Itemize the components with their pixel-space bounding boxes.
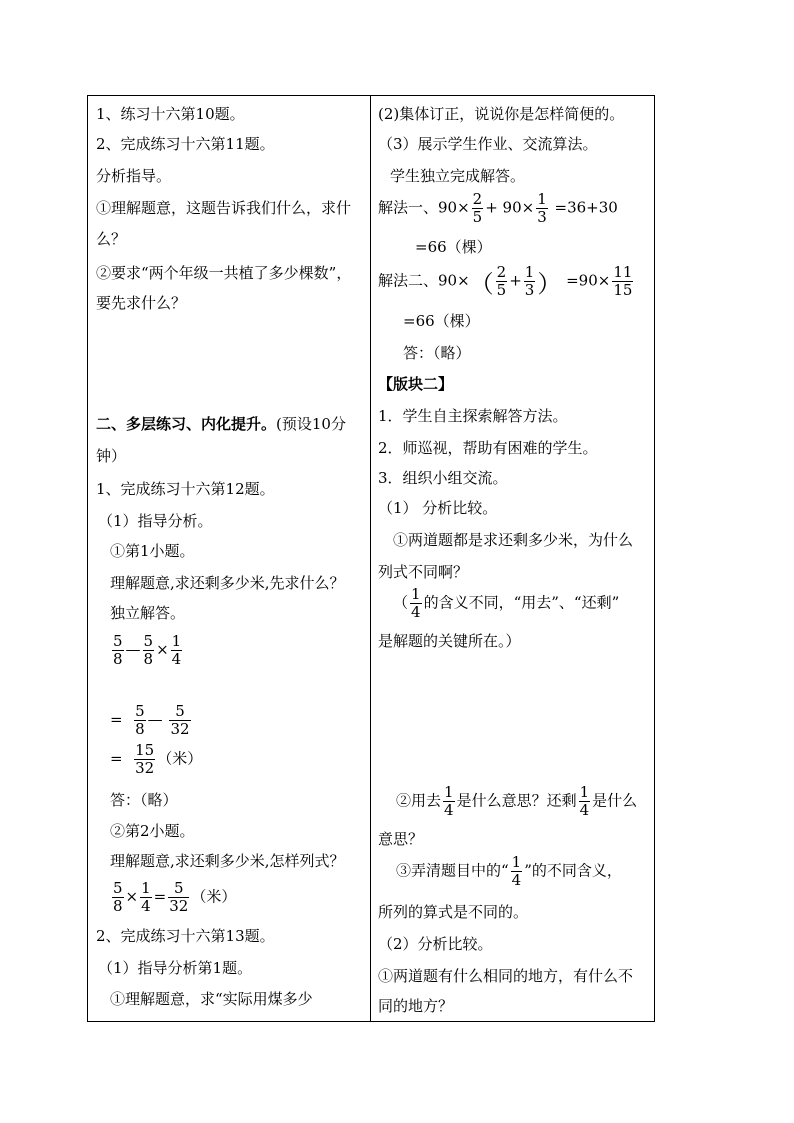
right-line-17: 所列的算式是不同的。 xyxy=(378,903,529,921)
fraction: $\frac{1}{3}$ xyxy=(524,263,535,299)
fraction: $\frac{5}{32}$ xyxy=(170,702,190,738)
fraction: $\frac{5}{8}$ xyxy=(135,702,145,738)
left-line-9: 钟） xyxy=(96,447,127,465)
fraction: $\frac{5}{32}$ xyxy=(169,879,189,915)
fraction: $\frac{5}{8}$ xyxy=(143,632,154,668)
left-line-7: 要先求什么？ xyxy=(96,294,187,312)
left-line-13: 理解题意,求还剩多少米,先求什么？ xyxy=(110,574,345,592)
left-line-17: 理解题意,求还剩多少米,怎样列式？ xyxy=(110,852,345,870)
fraction: $\frac{2}{5}$ xyxy=(472,190,483,226)
left-line-18: 2、完成练习十六第13题。 xyxy=(96,927,275,945)
fraction: $\frac{1}{4}$ xyxy=(579,783,590,819)
section-heading xyxy=(96,414,346,434)
lesson-table xyxy=(87,95,655,1022)
equation-4: $\frac{5}{8}$ × $\frac{1}{4}$ = $\frac{5}{32}$ （米） xyxy=(113,879,237,915)
right-line-15: 意思？ xyxy=(378,830,424,848)
right-line-7: 2．师巡视，帮助有困难的学生。 xyxy=(378,439,598,457)
left-line-3: 分析指导。 xyxy=(96,167,172,185)
fraction: $\frac{15}{32}$ xyxy=(135,741,155,777)
right-line-4: 答：（略） xyxy=(403,344,471,362)
right-line-3: 学生独立完成解答。 xyxy=(390,167,526,185)
block-two-heading: 【版块二】 xyxy=(378,375,454,393)
right-line-12: （ $\frac{1}{4}$ 的含义不同，“用去”、“还剩” xyxy=(393,585,620,621)
equation-1: $\frac{5}{8}$ — $\frac{5}{8}$ × $\frac{1}{4}$ xyxy=(113,632,182,668)
right-line-9: （1） 分析比较。 xyxy=(378,499,498,517)
left-line-16: ②第2小题。 xyxy=(110,822,195,840)
right-line-16: ③弄清题目中的“ $\frac{1}{4}$ ”的不同含义， xyxy=(396,853,622,889)
left-line-19: （1）指导分析第1题。 xyxy=(98,959,253,977)
fraction: $\frac{1}{4}$ xyxy=(171,632,182,668)
left-line-1: 1、练习十六第10题。 xyxy=(96,105,245,123)
left-line-5: 么？ xyxy=(96,230,127,248)
equation-2: = $\frac{5}{8}$ — $\frac{5}{32}$ xyxy=(110,702,190,738)
right-line-13: 是解题的关键所在。） xyxy=(378,632,521,650)
fraction: $\frac{5}{8}$ xyxy=(113,632,123,668)
right-line-1: (2)集体订正，说说你是怎样简便的。 xyxy=(378,105,625,123)
left-line-4: ①理解题意，这题告诉我们什么，求什 xyxy=(96,199,352,217)
fraction: $\frac{11}{15}$ xyxy=(613,263,633,299)
left-line-11: （1）指导分析。 xyxy=(98,512,213,530)
right-line-14: ②用去 $\frac{1}{4}$ 是什么意思？还剩 $\frac{1}{4}$ 是什么 xyxy=(396,783,638,819)
fraction: $\frac{1}{4}$ xyxy=(444,783,454,819)
fraction: $\frac{1}{4}$ xyxy=(141,879,151,915)
left-line-20: ①理解题意，求“实际用煤多少 xyxy=(110,990,313,1008)
right-line-2: （3）展示学生作业、交流算法。 xyxy=(378,135,598,153)
solution-1-result: =66（棵） xyxy=(415,238,492,256)
solution-2-result: =66（棵） xyxy=(403,312,480,330)
solution-2: 解法二、90×（ $\frac{2}{5}$ + $\frac{1}{3}$ ） =90× $\frac{11}{15}$ xyxy=(378,263,633,299)
fraction: $\frac{2}{5}$ xyxy=(496,263,507,299)
left-line-14: 独立解答。 xyxy=(110,604,186,622)
right-line-18: （2）分析比较。 xyxy=(378,935,493,953)
section-heading-bold: 二、多层练习、内化提升。 xyxy=(96,415,277,433)
fraction: $\frac{1}{3}$ xyxy=(537,190,547,226)
left-line-12: ①第1小题。 xyxy=(110,542,195,560)
solution-1: 解法一、90× $\frac{2}{5}$ + 90× $\frac{1}{3}$ =36+30 xyxy=(378,190,618,226)
right-line-19: ①两道题有什么相同的地方，有什么不 xyxy=(378,967,634,985)
right-line-8: 3．组织小组交流。 xyxy=(378,469,508,487)
fraction: $\frac{1}{4}$ xyxy=(411,585,421,621)
right-line-11: 列式不同啊？ xyxy=(378,563,469,581)
right-line-6: 1．学生自主探索解答方法。 xyxy=(378,407,568,425)
section-heading-time: (预设10分 xyxy=(276,415,346,433)
column-divider xyxy=(370,96,371,1021)
left-line-2: 2、完成练习十六第11题。 xyxy=(96,135,275,153)
right-line-10: ①两道题都是求还剩多少米，为什么 xyxy=(393,531,634,549)
left-line-6: ②要求“两个年级一共植了多少棵数”， xyxy=(96,264,352,282)
left-line-10: 1、完成练习十六第12题。 xyxy=(96,480,275,498)
fraction: $\frac{1}{4}$ xyxy=(511,853,522,889)
equation-3: = $\frac{15}{32}$ （米） xyxy=(110,741,203,777)
fraction: $\frac{5}{8}$ xyxy=(113,879,123,915)
left-line-15: 答：（略） xyxy=(110,791,178,809)
right-line-20: 同的地方？ xyxy=(378,997,454,1015)
